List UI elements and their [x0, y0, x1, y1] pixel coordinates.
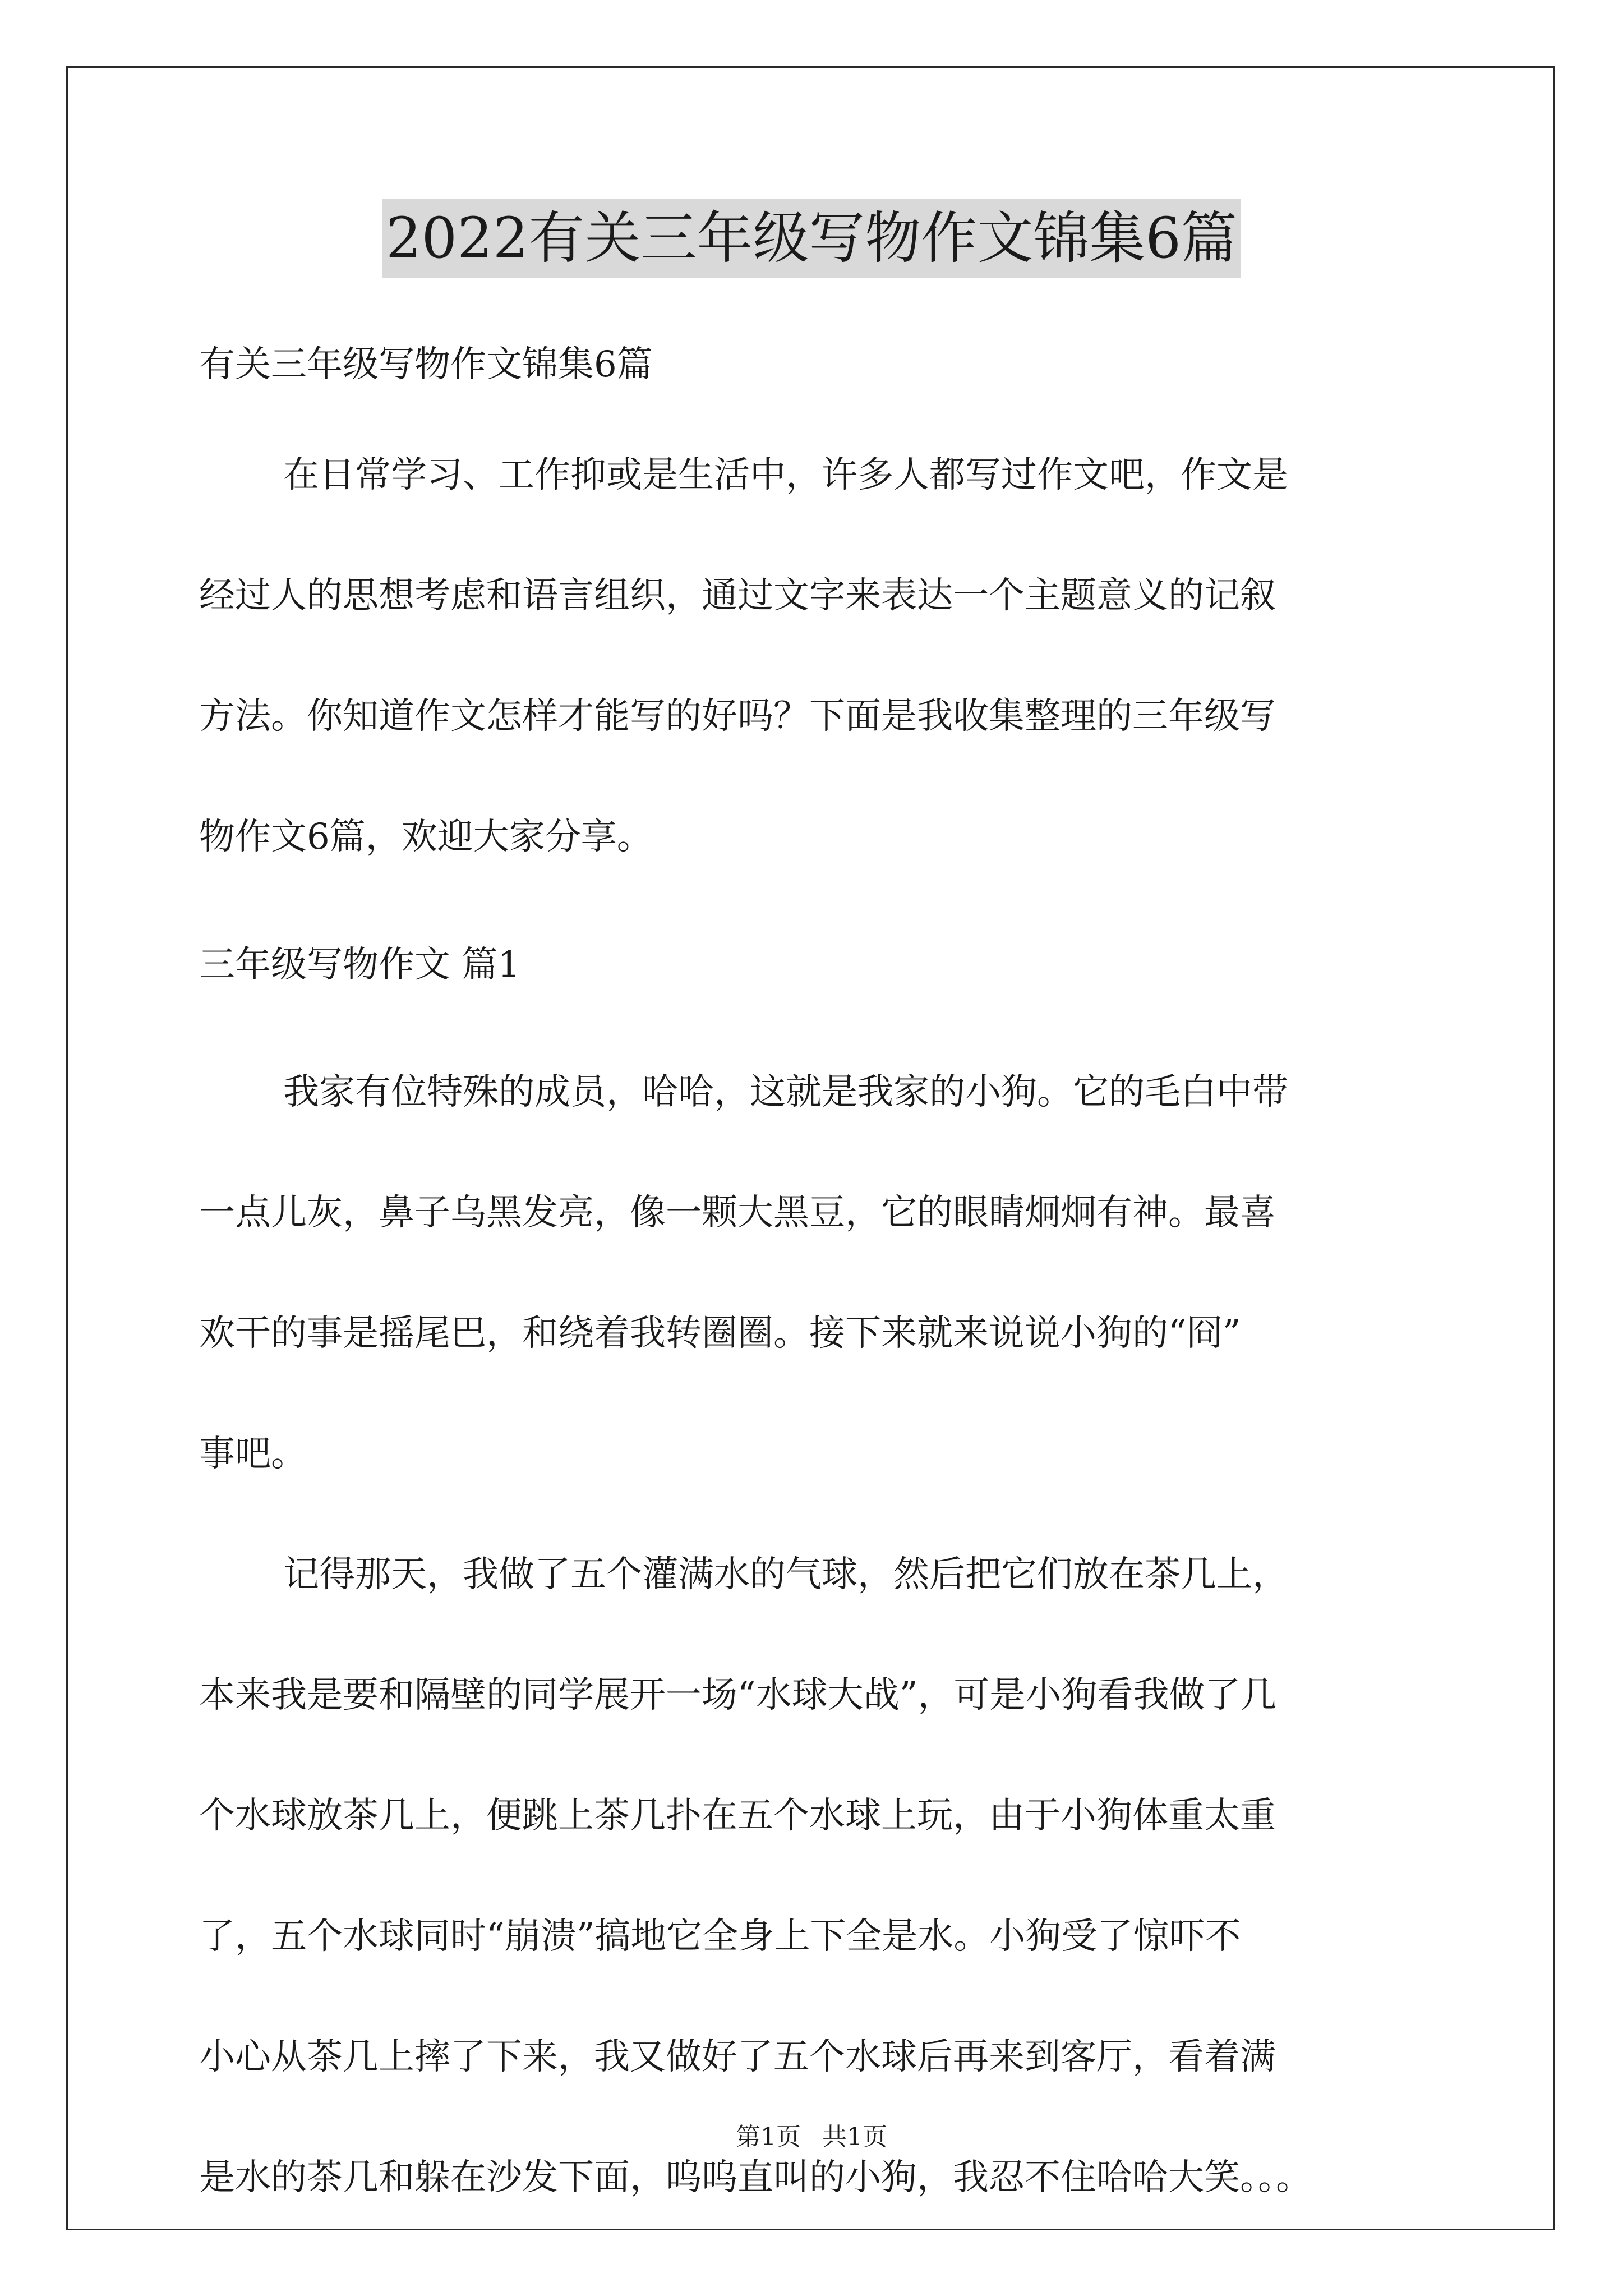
text-line: 欢干的事是摇尾巴，和绕着我转圈圈。接下来就来说说小狗的“冏”	[199, 1313, 1241, 1354]
title-area	[0, 199, 1623, 278]
text-line: 是水的茶几和躲在沙发下面，呜呜直叫的小狗，我忍不住哈哈大笑。。。	[199, 2157, 1312, 2198]
document-subtitle: 有关三年级写物作文锦集6篇	[199, 344, 653, 385]
text-line: 我家有位特殊的成员，哈哈，这就是我家的小狗。它的毛白中带	[283, 1071, 1288, 1113]
section-heading: 三年级写物作文 篇1	[199, 944, 521, 986]
text-line: 一点儿灰，鼻子乌黑发亮，像一颗大黑豆，它的眼睛炯炯有神。最喜	[199, 1192, 1276, 1234]
text-line: 记得那天，我做了五个灌满水的气球，然后把它们放在茶几上，	[283, 1554, 1288, 1595]
text-line: 经过人的思想考虑和语言组织，通过文字来表达一个主题意义的记叙	[199, 575, 1276, 616]
text-line: 事吧。	[199, 1433, 307, 1475]
text-line: 个水球放茶几上，便跳上茶几扑在五个水球上玩，由于小狗体重太重	[199, 1795, 1276, 1837]
text-line: 物作文6篇，欢迎大家分享。	[199, 816, 653, 858]
paragraph-1	[199, 1032, 1433, 1515]
page-footer	[0, 2120, 1623, 2154]
document-title: 2022有关三年级写物作文锦集6篇	[382, 199, 1241, 278]
text-line: 本来我是要和隔壁的同学展开一场“水球大战”，可是小狗看我做了几	[199, 1674, 1277, 1716]
text-line: 了，五个水球同时“崩溃”搞地它全身上下全是水。小狗受了惊吓不	[199, 1916, 1241, 1957]
text-line: 小心从茶几上摔了下来，我又做好了五个水球后再来到客厅，看着满	[199, 2036, 1276, 2078]
document-body	[199, 314, 1433, 2238]
text-line: 方法。你知道作文怎样才能写的好吗？下面是我收集整理的三年级写	[199, 696, 1276, 737]
page-number-current: 第1页	[736, 2123, 801, 2151]
text-line: 在日常学习、工作抑或是生活中，许多人都写过作文吧，作文是	[283, 454, 1288, 496]
page-number-total: 共1页	[822, 2123, 887, 2151]
intro-paragraph	[199, 415, 1433, 898]
